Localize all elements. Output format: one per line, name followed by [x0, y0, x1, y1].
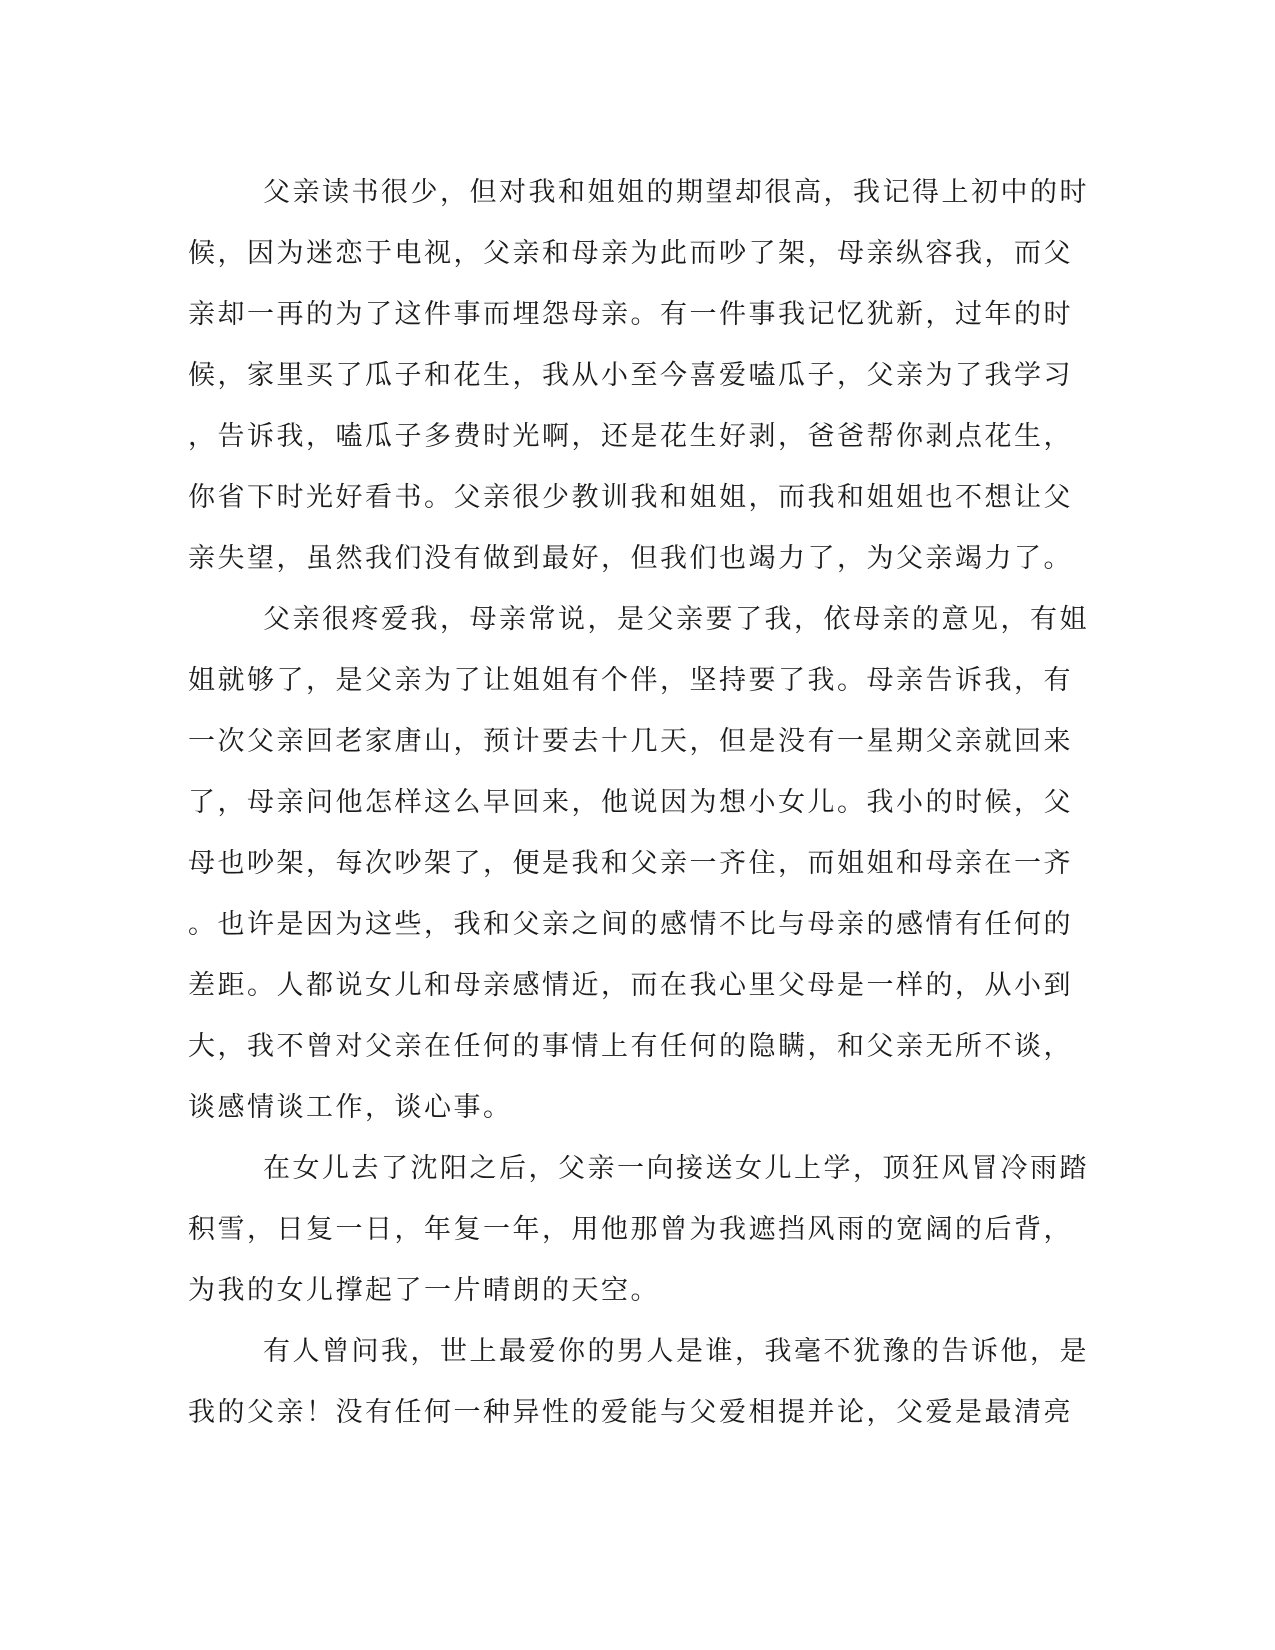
paragraph-2 — [188, 589, 1089, 1138]
document-body — [188, 162, 1089, 1443]
paragraph-line: 亲却一再的为了这件事而埋怨母亲。有一件事我记忆犹新，过年的时 — [188, 299, 1073, 330]
paragraph-line: 有人曾问我，世上最爱你的男人是谁，我毫不犹豫的告诉他，是 — [263, 1336, 1089, 1367]
paragraph-line: 为我的女儿撑起了一片晴朗的天空。 — [188, 1275, 660, 1306]
paragraph-line: 父亲读书很少，但对我和姐姐的期望却很高，我记得上初中的时 — [263, 177, 1089, 208]
paragraph-line: 积雪，日复一日，年复一年，用他那曾为我遮挡风雨的宽阔的后背， — [188, 1214, 1073, 1245]
paragraph-4 — [188, 1321, 1089, 1443]
paragraph-line: ，告诉我，嗑瓜子多费时光啊，还是花生好剥，爸爸帮你剥点花生， — [188, 421, 1073, 452]
paragraph-line: 姐就够了，是父亲为了让姐姐有个伴，坚持要了我。母亲告诉我，有 — [188, 665, 1073, 696]
paragraph-line: 母也吵架，每次吵架了，便是我和父亲一齐住，而姐姐和母亲在一齐 — [188, 848, 1073, 879]
paragraph-line: 谈感情谈工作，谈心事。 — [188, 1092, 513, 1123]
paragraph-line: 了，母亲问他怎样这么早回来，他说因为想小女儿。我小的时候，父 — [188, 787, 1073, 818]
paragraph-line: 差距。人都说女儿和母亲感情近，而在我心里父母是一样的，从小到 — [188, 970, 1073, 1001]
paragraph-line: 大，我不曾对父亲在任何的事情上有任何的隐瞒，和父亲无所不谈， — [188, 1031, 1073, 1062]
paragraph-line: 在女儿去了沈阳之后，父亲一向接送女儿上学，顶狂风冒冷雨踏 — [263, 1153, 1089, 1184]
paragraph-line: 。也许是因为这些，我和父亲之间的感情不比与母亲的感情有任何的 — [188, 909, 1073, 940]
paragraph-line: 你省下时光好看书。父亲很少教训我和姐姐，而我和姐姐也不想让父 — [188, 482, 1073, 513]
paragraph-line: 候，家里买了瓜子和花生，我从小至今喜爱嗑瓜子，父亲为了我学习 — [188, 360, 1073, 391]
paragraph-line: 父亲很疼爱我，母亲常说，是父亲要了我，依母亲的意见，有姐 — [263, 604, 1089, 635]
paragraph-line: 候，因为迷恋于电视，父亲和母亲为此而吵了架，母亲纵容我，而父 — [188, 238, 1073, 269]
paragraph-line: 一次父亲回老家唐山，预计要去十几天，但是没有一星期父亲就回来 — [188, 726, 1073, 757]
paragraph-1 — [188, 162, 1089, 589]
paragraph-line: 我的父亲！没有任何一种异性的爱能与父爱相提并论，父爱是最清亮 — [188, 1397, 1073, 1428]
paragraph-3 — [188, 1138, 1089, 1321]
paragraph-line: 亲失望，虽然我们没有做到最好，但我们也竭力了，为父亲竭力了。 — [188, 543, 1073, 574]
